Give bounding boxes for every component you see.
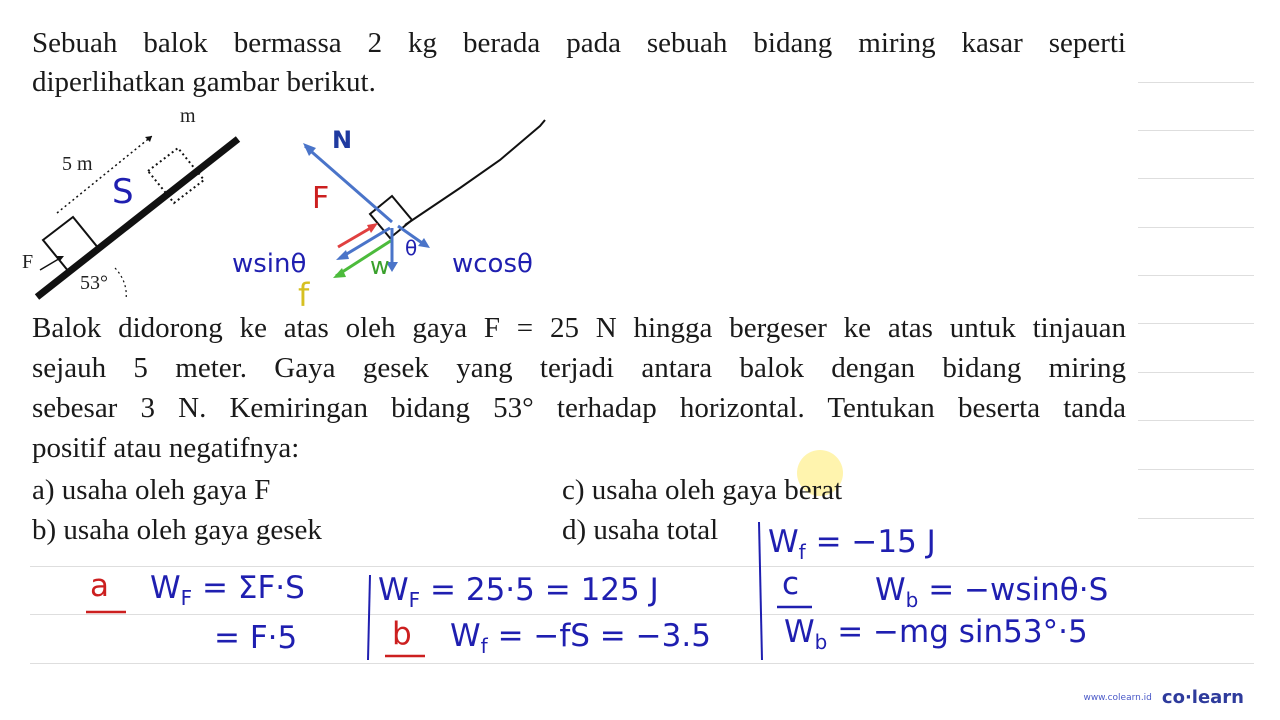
label-angle: 53° xyxy=(80,272,108,294)
solution-a-result-rest: = 25·5 = 125 J xyxy=(430,572,659,608)
f-push-arrowhead xyxy=(367,223,378,233)
footer-branding xyxy=(1083,687,1244,708)
solution-c-rest: = −wsinθ·S xyxy=(928,572,1109,608)
problem-body-line3: sebesar 3 N. Kemiringan bidang 53° terhadap horizontal. Tentukan beserta tanda xyxy=(32,392,1126,424)
label-wcos: wcosθ xyxy=(452,249,533,279)
solution-c-sub: b xyxy=(905,588,919,613)
problem-intro-line1: Sebuah balok bermassa 2 kg berada pada sebuah bidang miring kasar seperti xyxy=(32,27,1126,59)
solution-b-label: b xyxy=(392,616,412,652)
problem-body-line2: sejauh 5 meter. Gaya gesek yang terjadi antara balok dengan bidang miring xyxy=(32,352,1126,384)
label-F-fbd: F xyxy=(312,181,330,216)
solution-a-result-sub: F xyxy=(408,588,421,613)
free-body-diagram xyxy=(232,120,545,314)
solution-c-line1 xyxy=(875,572,1108,612)
solution-b-sub: f xyxy=(480,634,488,659)
incline-diagram xyxy=(22,105,238,300)
label-5m: 5 m xyxy=(62,153,93,175)
label-f-fbd: f xyxy=(298,276,310,314)
solution-c2-sub: b xyxy=(814,630,828,655)
solution-d-rest: = −15 J xyxy=(815,524,936,560)
solution-c-line2 xyxy=(784,614,1088,654)
option-d: d) usaha total xyxy=(562,514,719,546)
label-theta: θ xyxy=(405,236,418,260)
option-c: c) usaha oleh gaya berat xyxy=(562,474,843,506)
label-F: F xyxy=(22,251,34,273)
solution-a-line2: = F·5 xyxy=(214,620,298,656)
divider-1 xyxy=(368,575,370,660)
problem-intro-line2: diperlihatkan gambar berikut. xyxy=(32,66,376,98)
solution-d-sub: f xyxy=(798,540,806,565)
option-b: b) usaha oleh gaya gesek xyxy=(32,514,322,546)
label-w: w xyxy=(370,252,390,280)
label-wsin: wsinθ xyxy=(232,249,307,279)
label-N: N xyxy=(332,126,353,154)
solution-a-result-w: W xyxy=(378,572,409,608)
option-a: a) usaha oleh gaya F xyxy=(32,474,271,506)
solution-a-label: a xyxy=(90,568,109,604)
solution-b-rest: = −fS = −3.5 xyxy=(497,618,711,654)
solution-c-label: c xyxy=(782,566,800,602)
solution-d-line xyxy=(768,524,936,564)
wsin-arrowhead xyxy=(336,250,349,260)
brand-logo: co·learn xyxy=(1161,687,1244,708)
divider-2 xyxy=(759,522,762,660)
footer-url: www.colearn.id xyxy=(1083,692,1152,703)
label-m: m xyxy=(180,105,196,127)
problem-body-line1: Balok didorong ke atas oleh gaya F = 25 N hingga bergeser ke atas untuk tinjauan xyxy=(32,312,1126,344)
solution-a-result xyxy=(378,572,659,612)
displacement-arrowhead xyxy=(145,136,152,142)
solution-a-line1 xyxy=(150,570,305,610)
solution-c2-w: W xyxy=(784,614,815,650)
f-push-arrow xyxy=(338,226,374,247)
solution-c-w: W xyxy=(875,572,906,608)
solution-b-line xyxy=(450,618,711,658)
problem-body-line4: positif atau negatifnya: xyxy=(32,432,300,464)
solution-b-w: W xyxy=(450,618,481,654)
solution-a-rest: = ΣF·S xyxy=(202,570,305,606)
hand-S: S xyxy=(112,172,134,212)
solution-c2-rest: = −mg sin53°·5 xyxy=(837,614,1088,650)
force-arrow xyxy=(40,257,62,270)
angle-arc xyxy=(115,268,126,300)
solution-a-sub: F xyxy=(180,586,193,611)
fbd-plane xyxy=(405,120,545,225)
solution-d-w: W xyxy=(768,524,799,560)
solution-a-w: W xyxy=(150,570,181,606)
